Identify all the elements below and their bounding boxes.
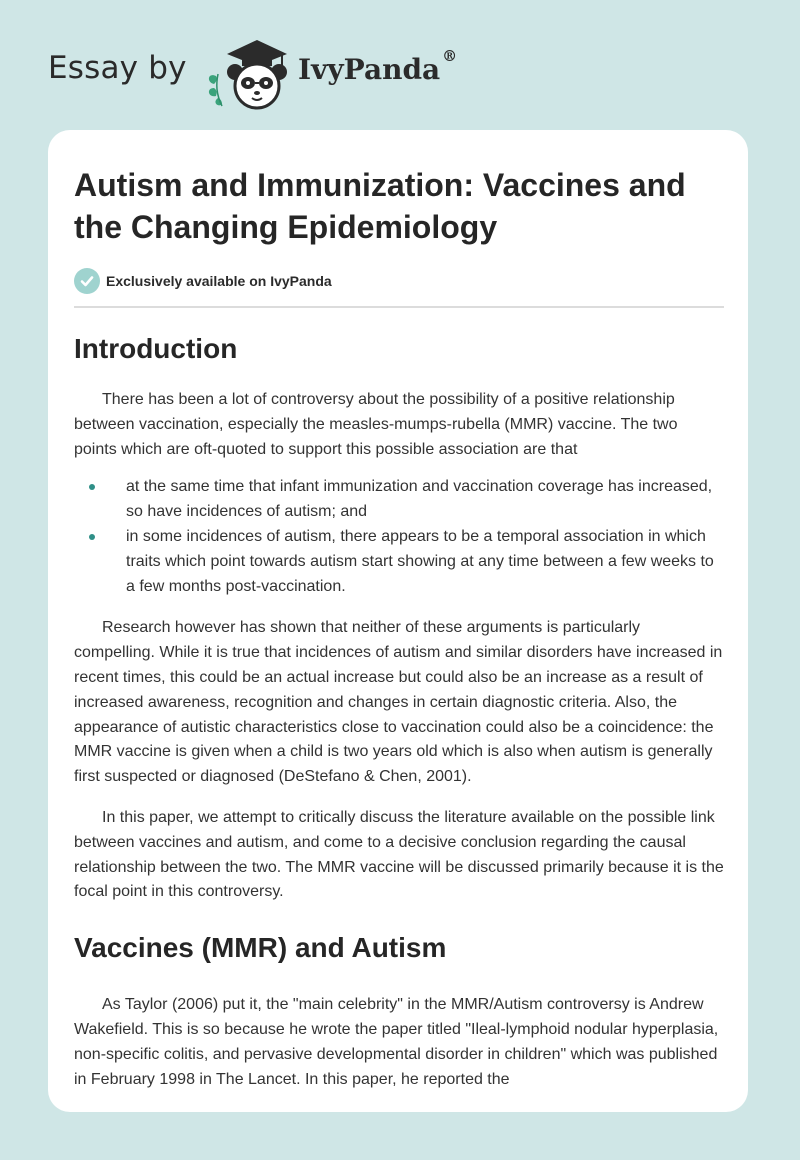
- bullet-dot: [89, 534, 95, 540]
- bullet-text: in some incidences of autism, there appears to be a temporal association in which traits which point towards autism start showing at any time between a few weeks to a few months post-vaccination.: [126, 527, 714, 595]
- site-brand[interactable]: [48, 36, 488, 112]
- list-item: [74, 475, 724, 525]
- body-paragraph: Research however has shown that neither of these arguments is particularly compelling. While it is true that incidences of autism and similar disorders have increased in recent times, this could be an actual increase but could also be an increase as a result of increased awareness, recognition and changes in certain diagnostic criteria. Also, the appearance of autistic characteristics close to vaccination could also be a coincidence: the MMR vaccine is given when a child is two years old which is also when autism is generally first suspected or diagnosed (DeStefano & Chen, 2001).: [74, 619, 723, 786]
- essay-content: [74, 164, 724, 1092]
- list-item: [74, 525, 724, 599]
- brand-name: IvyPanda ®: [298, 47, 458, 86]
- panda-graduate-logo-icon: [202, 36, 296, 112]
- essay-title: Autism and Immunization: Vaccines and the Changing Epidemiology: [74, 167, 686, 245]
- section-heading-introduction: Introduction: [74, 333, 238, 364]
- brand-prefix: Essay by: [48, 50, 187, 86]
- registered-mark: ®: [442, 47, 458, 65]
- body-paragraph: As Taylor (2006) put it, the "main celebrity" in the MMR/Autism controversy is Andrew Wakefield. This is so because he wrote the paper titled "Ileal-lymphoid nodular hyperplasia, non-specific colitis, and pervasive developmental disorder in children" which was published in February 1998 in The Lancet. In this paper, he reported the: [74, 996, 719, 1088]
- bullet-list: [74, 475, 724, 599]
- exclusive-badge: [74, 268, 724, 294]
- section-heading-vaccines-autism: Vaccines (MMR) and Autism: [74, 932, 447, 964]
- intro-paragraph: There has been a lot of controversy about the possibility of a positive relationship between vaccination, especially the measles-mumps-rubella (MMR) vaccine. The two points which are oft-quoted to support this possible association are that: [74, 391, 678, 458]
- bullet-dot: [89, 484, 95, 490]
- bullet-text: at the same time that infant immunization and vaccination coverage has increased, so have incidences of autism; and: [126, 478, 713, 521]
- title-divider: [74, 306, 724, 308]
- exclusive-label: Exclusively available on IvyPanda: [106, 273, 332, 289]
- body-paragraph: In this paper, we attempt to critically discuss the literature available on the possible link between vaccines and autism, and come to a decisive conclusion regarding the causal relationship between the two. The MMR vaccine will be discussed primarily because it is the focal point in this controversy.: [74, 808, 724, 901]
- essay-card: [48, 130, 748, 1112]
- checkmark-icon: [74, 268, 100, 294]
